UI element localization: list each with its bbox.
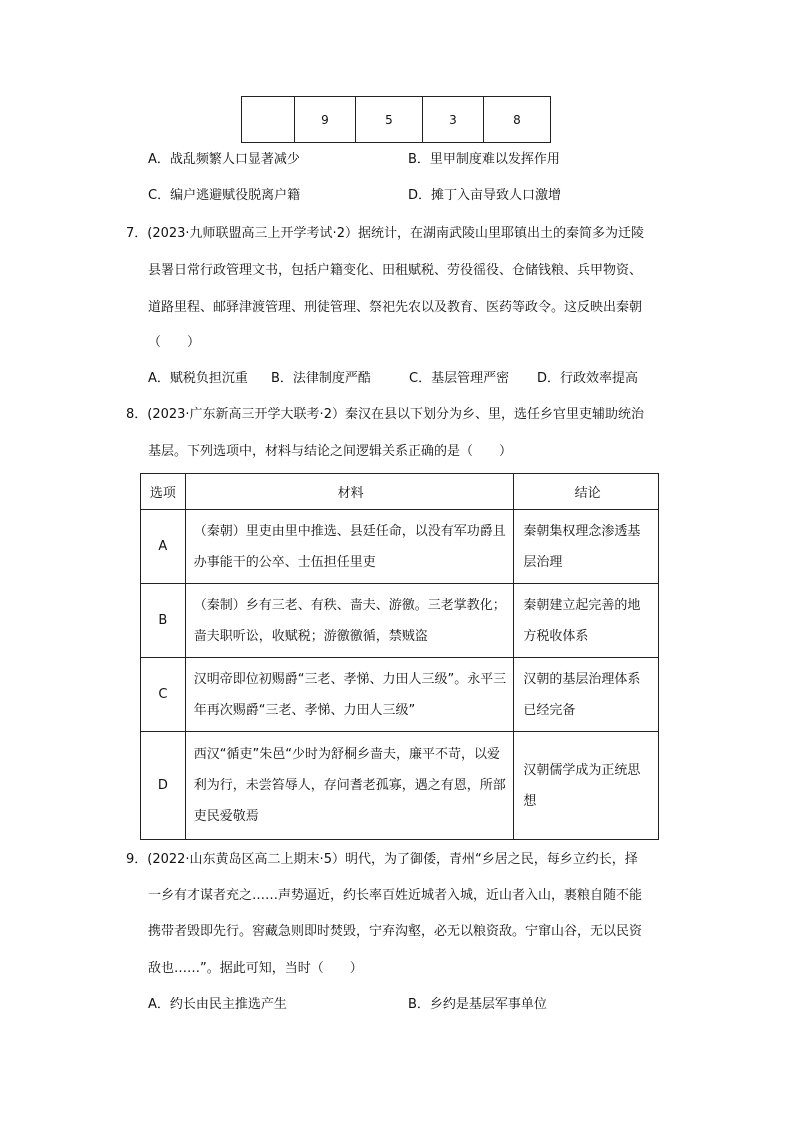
conclusion-cell bbox=[514, 510, 659, 584]
table-header-row bbox=[141, 474, 659, 510]
option-d: D．摊丁入亩导致人口激增 bbox=[408, 188, 562, 203]
option-cell: A bbox=[141, 510, 186, 584]
option-a: A．战乱频繁人口显著减少 bbox=[148, 152, 300, 167]
material-cell bbox=[185, 732, 514, 840]
conclusion-text: 秦朝集权理念渗透基层治理 bbox=[523, 523, 641, 570]
material-cell bbox=[185, 584, 514, 658]
column-header-conclusion: 结论 bbox=[514, 474, 659, 510]
question-9-line: 敌也……”。据此可知，当时（ ） bbox=[148, 961, 363, 976]
conclusion-text: 秦朝建立起完善的地方税收体系 bbox=[523, 597, 641, 644]
column-header-material: 材料 bbox=[185, 474, 514, 510]
material-text: （秦朝）里吏由里中推选、县廷任命，以没有军功爵且办事能干的公卒、士伍担任里吏 bbox=[193, 523, 506, 570]
material-cell bbox=[185, 510, 514, 584]
question-7-line: 县署日常行政管理文书，包括户籍变化、田租赋税、劳役徭役、仓储钱粮、兵甲物资、 bbox=[148, 263, 643, 278]
option-cell: C bbox=[141, 658, 186, 732]
table-row bbox=[141, 658, 659, 732]
option-c: C．编户逃避赋役脱离户籍 bbox=[148, 188, 301, 203]
material-cell bbox=[185, 658, 514, 732]
material-text: 西汉“循吏”朱邑“少时为舒桐乡啬夫，廉平不苛，以爱利为行，未尝笞辱人，存问耆老孤寡，遇之有恩，所部吏民爱敬焉 bbox=[193, 747, 506, 824]
conclusion-cell bbox=[514, 732, 659, 840]
option-b: B．法律制度严酷 bbox=[271, 371, 371, 386]
question-9-line: 9．(2022·山东黄岛区高二上期末·5）明代，为了御倭，青州“乡居之民，每乡立约长，择 bbox=[126, 852, 638, 867]
table-cell bbox=[242, 97, 295, 143]
option-a: A．赋税负担沉重 bbox=[148, 371, 248, 386]
conclusion-text: 汉朝儒学成为正统思想 bbox=[523, 762, 641, 809]
material-text: （秦制）乡有三老、有秩、啬夫、游徼。三老掌教化；啬夫职听讼，收赋税；游徼徼循，禁贼盗 bbox=[193, 597, 506, 644]
conclusion-cell bbox=[514, 658, 659, 732]
conclusion-text: 汉朝的基层治理体系已经完备 bbox=[523, 671, 641, 718]
option-a: A．约长由民主推选产生 bbox=[148, 997, 287, 1012]
option-c: C．基层管理严密 bbox=[409, 371, 510, 386]
table-cell: 3 bbox=[423, 97, 484, 143]
conclusion-cell bbox=[514, 584, 659, 658]
material-text: 汉明帝即位初赐爵“三老、孝悌、力田人三级”。永平三年再次赐爵“三老、孝悌、力田人三级” bbox=[193, 671, 507, 718]
question-7-line: 道路里程、邮驿津渡管理、刑徒管理、祭祀先农以及教育、医药等政令。这反映出秦朝 bbox=[148, 300, 643, 315]
table-row bbox=[141, 732, 659, 840]
column-header-option: 选项 bbox=[141, 474, 186, 510]
table-row bbox=[141, 584, 659, 658]
question-8-line: 8．(2023·广东新高三开学大联考·2）秦汉在县以下划分为乡、里，选任乡官里吏辅助统治 bbox=[126, 407, 644, 422]
question-8-table bbox=[140, 473, 659, 840]
option-b: B．里甲制度难以发挥作用 bbox=[408, 152, 560, 167]
question-8-line: 基层。下列选项中，材料与结论之间逻辑关系正确的是（ ） bbox=[148, 444, 513, 459]
option-cell: D bbox=[141, 732, 186, 840]
table-row bbox=[141, 510, 659, 584]
table-cell: 5 bbox=[356, 97, 423, 143]
question-9-line: 携带者毁即先行。窖藏急则即时焚毁，宁弃沟壑，必无以粮资敌。宁窜山谷，无以民资 bbox=[148, 924, 643, 939]
option-d: D．行政效率提高 bbox=[537, 371, 639, 386]
question-7-line: 7．(2023·九师联盟高三上开学考试·2）据统计，在湖南武陵山里耶镇出土的秦简多为迁陵 bbox=[126, 226, 644, 241]
question-9-line: 一乡有才谋者充之……声势逼近，约长率百姓近城者入城，近山者入山，裹粮自随不能 bbox=[148, 888, 643, 903]
table-cell: 8 bbox=[484, 97, 551, 143]
option-b: B．乡约是基层军事单位 bbox=[408, 997, 547, 1012]
question-7-blank: （ ） bbox=[148, 335, 201, 350]
option-cell: B bbox=[141, 584, 186, 658]
table-row bbox=[242, 97, 551, 143]
table-cell: 9 bbox=[295, 97, 356, 143]
data-table-fragment bbox=[241, 96, 551, 143]
